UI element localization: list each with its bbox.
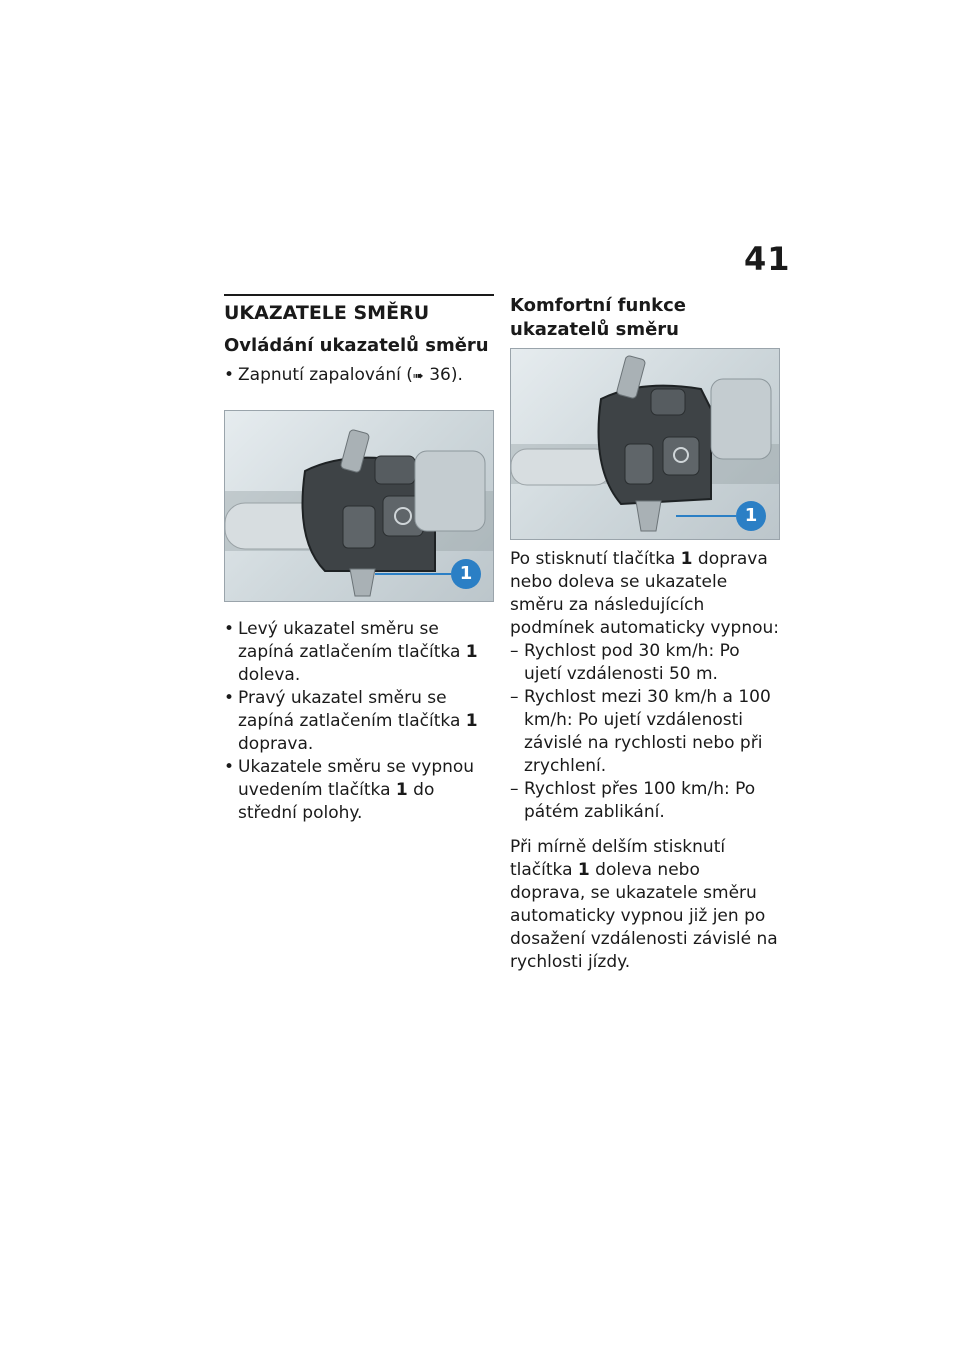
dash-mark: – (510, 779, 519, 799)
subhead-comfort-function: Komfortní funkce ukazatelů směru (510, 295, 686, 340)
condition-item (510, 778, 780, 824)
outro-text: Při mírně delším stisknutí tlačítka (510, 837, 726, 880)
bullet-text: Ukazatele směru se vypnou uvedením tlačítka (238, 757, 475, 800)
callout-leader-line (375, 573, 451, 575)
button-ref: 1 (680, 549, 693, 569)
bullet-dot: • (224, 688, 235, 708)
handlebar-switch-figure-2 (510, 348, 780, 540)
page-number: 41 (744, 240, 791, 278)
long-press-paragraph (510, 836, 780, 974)
bullet-dot: • (224, 757, 235, 777)
button-ref: 1 (465, 642, 478, 662)
outro-text: doleva nebo doprava, se ukazatele směru automaticky vypnou již jen po dosažení vzdálenosti závislé na rychlosti jízdy. (510, 860, 778, 972)
button-ref: 1 (577, 860, 590, 880)
right-column (510, 294, 780, 974)
precondition-text: Zapnutí zapalování ( (238, 365, 413, 385)
bullet-dot: • (224, 619, 235, 639)
handlebar-switch-figure (224, 410, 494, 602)
condition-text: Rychlost přes 100 km/h: Po pátém zablikání. (524, 779, 756, 822)
callout-1: 1 (451, 559, 481, 589)
section-title: UKAZATELE SMĚRU (224, 302, 430, 324)
button-ref: 1 (395, 780, 408, 800)
bullet-right-signal (224, 687, 494, 756)
bullet-left-signal (224, 618, 494, 687)
bullet-text: Pravý ukazatel směru se zapíná zatlačením tlačítka (238, 688, 466, 731)
dash-mark: – (510, 687, 519, 707)
button-ref: 1 (465, 711, 478, 731)
left-column (224, 294, 494, 825)
condition-text: Rychlost mezi 30 km/h a 100 km/h: Po ujetí vzdálenosti závislé na rychlosti nebo při zrychlení. (524, 687, 771, 776)
page-reference-arrow-icon: ➠ (412, 369, 424, 384)
intro-text: doprava nebo doleva se ukazatele směru za následujících podmínek automaticky vypnou: (510, 549, 780, 638)
condition-item (510, 686, 780, 778)
callout-leader-line (676, 515, 736, 517)
section-rule (224, 294, 494, 296)
bullet-text: doprava. (238, 734, 314, 754)
bullet-text: doleva. (238, 665, 301, 685)
bullet-dot: • (224, 365, 235, 385)
condition-text: Rychlost pod 30 km/h: Po ujetí vzdálenosti 50 m. (524, 641, 740, 684)
subhead-turn-signal-control: Ovládání ukazatelů směru (224, 335, 489, 356)
condition-item (510, 640, 780, 686)
callout-1: 1 (736, 501, 766, 531)
precondition-bullet (224, 364, 494, 388)
dash-mark: – (510, 641, 519, 661)
bullet-signal-off (224, 756, 494, 825)
bullet-text: do střední polohy. (238, 780, 435, 823)
bullet-text: Levý ukazatel směru se zapíná zatlačením tlačítka (238, 619, 466, 662)
precondition-ref: 36). (429, 365, 463, 385)
auto-off-intro (510, 548, 780, 640)
intro-text: Po stisknutí tlačítka (510, 549, 681, 569)
